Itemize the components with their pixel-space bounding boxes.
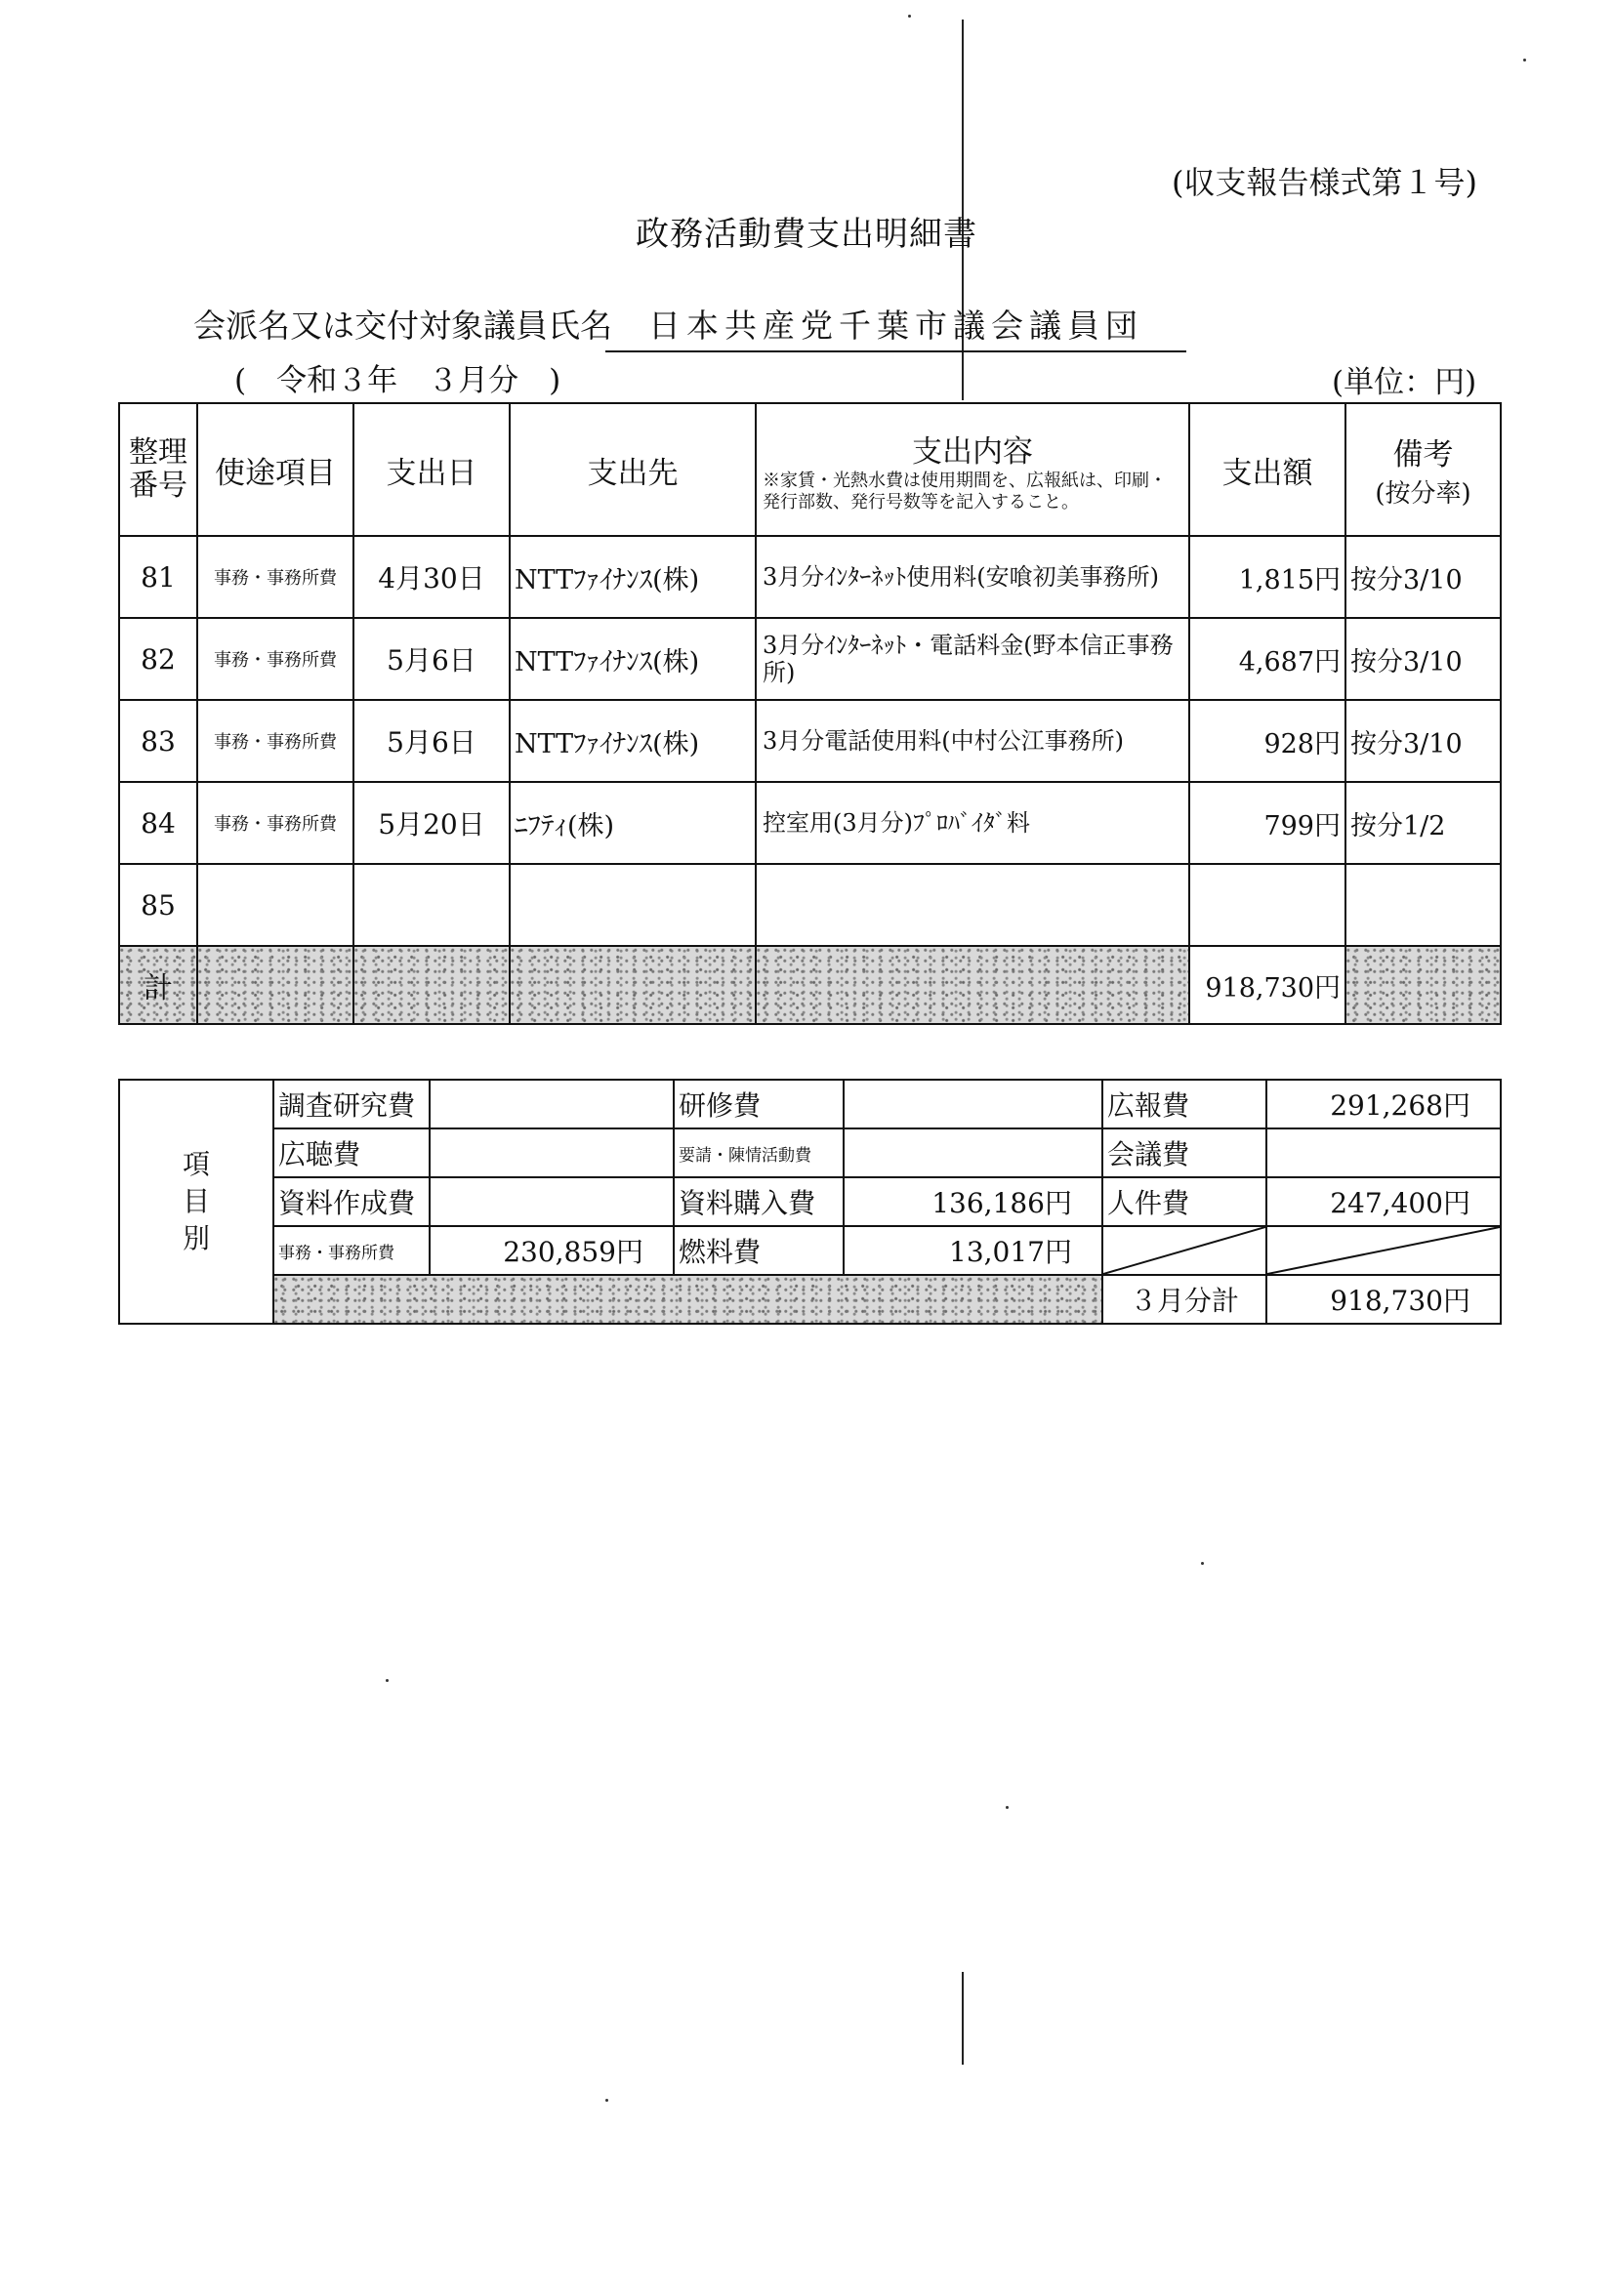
scan-speck (1006, 1806, 1009, 1809)
summary-shaded-cell (273, 1275, 1102, 1324)
meeting-value (1266, 1128, 1501, 1177)
meeting-label: 会議費 (1102, 1128, 1266, 1177)
row-use-item: 事務・事務所費 (197, 782, 353, 864)
col-header-date: 支出日 (353, 403, 510, 536)
note-header-label: 備考 (1392, 437, 1454, 472)
hearing-value (430, 1128, 674, 1177)
docs-label: 資料作成費 (273, 1177, 430, 1226)
table-row (119, 700, 1501, 782)
reporting-period: ( 令和３年 ３月分 ) (234, 363, 561, 398)
table-row (119, 782, 1501, 864)
col-header-amount: 支出額 (1189, 403, 1345, 536)
scan-speck (386, 1679, 389, 1682)
row-no: 83 (119, 700, 197, 782)
row-use-item: 事務・事務所費 (197, 618, 353, 700)
col-header-note (1345, 403, 1501, 536)
row-payee: NTTﾌｧｲﾅﾝｽ(株) (510, 618, 756, 700)
total-shaded-cell (1345, 946, 1501, 1024)
fuel-value: 13,017円 (844, 1226, 1102, 1275)
row-content (756, 864, 1189, 946)
table-row (119, 536, 1501, 618)
month-total-value: 918,730円 (1266, 1275, 1501, 1324)
col-header-use-item: 使途項目 (197, 403, 353, 536)
purchase-label: 資料購入費 (674, 1177, 844, 1226)
personnel-value: 247,400円 (1266, 1177, 1501, 1226)
purchase-value: 136,186円 (844, 1177, 1102, 1226)
row-note: 按分1/2 (1345, 782, 1501, 864)
research-label: 調査研究費 (273, 1080, 430, 1128)
row-note (1345, 864, 1501, 946)
row-date: 5月6日 (353, 618, 510, 700)
row-payee: NTTﾌｧｲﾅﾝｽ(株) (510, 700, 756, 782)
row-no: 85 (119, 864, 197, 946)
docs-value (430, 1177, 674, 1226)
total-amount: 918,730円 (1189, 946, 1345, 1024)
row-amount: 1,815円 (1189, 536, 1345, 618)
row-use-item: 事務・事務所費 (197, 536, 353, 618)
page-title: 政務活動費支出明細書 (636, 215, 977, 254)
col-header-no: 整理番号 (119, 403, 197, 536)
total-shaded-cell (353, 946, 510, 1024)
row-payee: ﾆﾌﾃｨ(株) (510, 782, 756, 864)
pr-value: 291,268円 (1266, 1080, 1501, 1128)
side-char: 別 (182, 1222, 210, 1254)
personnel-label: 人件費 (1102, 1177, 1266, 1226)
petition-label: 要請・陳情活動費 (674, 1128, 844, 1177)
diagonal-cell (1266, 1226, 1501, 1275)
summary-row (119, 1177, 1501, 1226)
scan-speck (605, 2099, 608, 2102)
row-date: 4月30日 (353, 536, 510, 618)
note-header-sub: (按分率) (1375, 479, 1471, 509)
summary-row (119, 1275, 1501, 1324)
row-payee (510, 864, 756, 946)
month-total-label: ３月分計 (1102, 1275, 1266, 1324)
total-shaded-cell (756, 946, 1189, 1024)
diagonal-cell (1102, 1226, 1266, 1275)
row-note: 按分3/10 (1345, 618, 1501, 700)
expense-header-row (119, 403, 1501, 536)
fuel-label: 燃料費 (674, 1226, 844, 1275)
row-no: 82 (119, 618, 197, 700)
row-amount: 928円 (1189, 700, 1345, 782)
scan-speck (908, 15, 911, 18)
total-row (119, 946, 1501, 1024)
research-value (430, 1080, 674, 1128)
row-content: 控室用(3月分)ﾌﾟﾛﾊﾞｲﾀﾞ料 (756, 782, 1189, 864)
training-label: 研修費 (674, 1080, 844, 1128)
row-content: 3月分ｲﾝﾀｰﾈｯﾄ・電話料金(野本信正事務所) (756, 618, 1189, 700)
hearing-label: 広聴費 (273, 1128, 430, 1177)
scan-speck (1523, 59, 1526, 62)
currency-unit: (単位：円) (1332, 365, 1477, 400)
office-label: 事務・事務所費 (273, 1226, 430, 1275)
row-no: 84 (119, 782, 197, 864)
table-row (119, 864, 1501, 946)
row-content: 3月分ｲﾝﾀｰﾈｯﾄ使用料(安喰初美事務所) (756, 536, 1189, 618)
table-row (119, 618, 1501, 700)
summary-row (119, 1080, 1501, 1128)
row-payee: NTTﾌｧｲﾅﾝｽ(株) (510, 536, 756, 618)
summary-row (119, 1128, 1501, 1177)
total-shaded-cell (197, 946, 353, 1024)
row-date: 5月20日 (353, 782, 510, 864)
col-header-payee: 支出先 (510, 403, 756, 536)
expense-table (118, 402, 1502, 1025)
faction-name: 日本共産党千葉市議会議員団 (605, 301, 1186, 352)
total-label: 計 (119, 946, 197, 1024)
row-use-item: 事務・事務所費 (197, 700, 353, 782)
row-date (353, 864, 510, 946)
side-char: 項 (182, 1148, 210, 1180)
row-no: 81 (119, 536, 197, 618)
form-number: (収支報告様式第１号) (1172, 164, 1477, 201)
training-value (844, 1080, 1102, 1128)
row-note: 按分3/10 (1345, 700, 1501, 782)
scan-line-bottom (962, 1972, 964, 2065)
row-content: 3月分電話使用料(中村公江事務所) (756, 700, 1189, 782)
side-char: 目 (182, 1185, 210, 1217)
col-header-content (756, 403, 1189, 536)
row-date: 5月6日 (353, 700, 510, 782)
petition-value (844, 1128, 1102, 1177)
summary-row (119, 1226, 1501, 1275)
content-header-note: ※家賃・光熱水費は使用期間を、広報紙は、印刷・発行部数、発行号数等を記入すること。 (763, 470, 1167, 512)
row-amount: 4,687円 (1189, 618, 1345, 700)
row-use-item (197, 864, 353, 946)
category-summary-table (118, 1079, 1502, 1325)
row-amount (1189, 864, 1345, 946)
total-shaded-cell (510, 946, 756, 1024)
row-amount: 799円 (1189, 782, 1345, 864)
scan-speck (1201, 1562, 1204, 1565)
pr-label: 広報費 (1102, 1080, 1266, 1128)
faction-label: 会派名又は交付対象議員氏名 (193, 307, 612, 345)
office-value: 230,859円 (430, 1226, 674, 1275)
row-note: 按分3/10 (1345, 536, 1501, 618)
content-header-label: 支出内容 (912, 433, 1033, 470)
category-side-label (119, 1080, 273, 1324)
